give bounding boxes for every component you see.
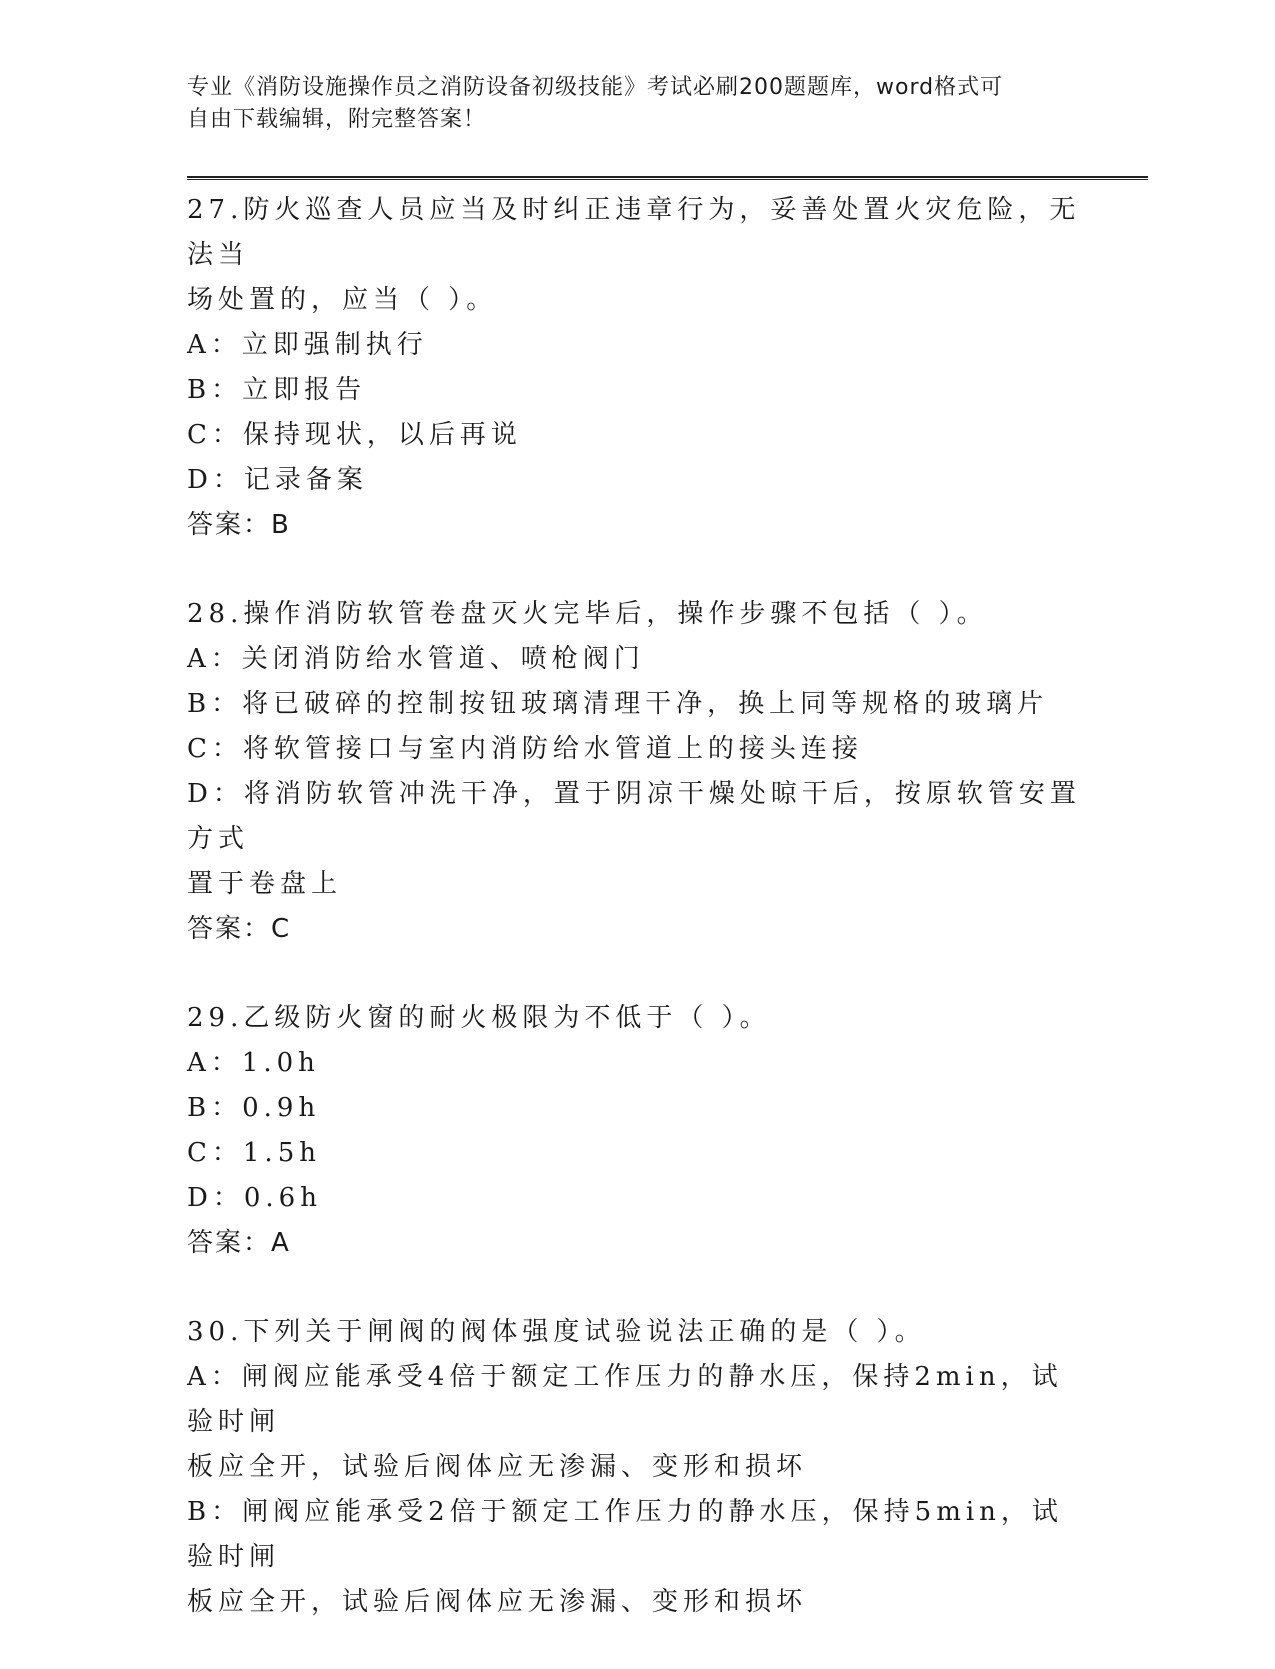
document-header (187, 72, 1087, 136)
question-stem: 场处置的，应当（ ）。 (187, 285, 498, 315)
answer-option: D：将消防软管冲洗干净，置于阴凉干燥处晾干后，按原软管安置方式 (187, 779, 1081, 854)
answer-option: 置于卷盘上 (187, 869, 343, 899)
answer-option: B：闸阀应能承受2倍于额定工作压力的静水压，保持5min，试验时闸 (187, 1497, 1063, 1572)
question-list (187, 188, 1087, 1669)
answer-option: C：保持现状，以后再说 (187, 420, 522, 450)
answer-option: A：关闭消防给水管道、喷枪阀门 (187, 644, 645, 674)
header-divider (187, 176, 1148, 180)
answer-key: 答案：B (187, 510, 291, 540)
question-stem: 29.乙级防火窗的耐火极限为不低于（ ）。 (187, 1003, 771, 1033)
answer-option: B：立即报告 (187, 375, 367, 405)
question-stem: 27.防火巡查人员应当及时纠正违章行为，妥善处置火灾危险，无法当 (187, 195, 1081, 270)
answer-option: D：记录备案 (187, 465, 368, 495)
answer-key: 答案：C (187, 914, 292, 944)
header-line-2: 自由下载编辑，附完整答案！ (187, 107, 487, 132)
answer-option: C：1.5h (187, 1138, 321, 1168)
question-stem: 28.操作消防软管卷盘灭火完毕后，操作步骤不包括（ ）。 (187, 599, 988, 629)
answer-option: D：0.6h (187, 1183, 322, 1213)
answer-option: A：闸阀应能承受4倍于额定工作压力的静水压，保持2min，试验时闸 (187, 1362, 1063, 1437)
answer-option: 板应全开，试验后阀体应无渗漏、变形和损坏 (187, 1452, 808, 1482)
question-block (187, 1310, 1087, 1625)
question-stem: 30.下列关于闸阀的阀体强度试验说法正确的是（ ）。 (187, 1317, 926, 1347)
question-block (187, 188, 1087, 548)
question-block (187, 592, 1087, 952)
header-line-1: 专业《消防设施操作员之消防设备初级技能》考试必刷200题题库，word格式可 (187, 75, 1004, 100)
answer-key: 答案：A (187, 1228, 291, 1258)
answer-option: C：将软管接口与室内消防给水管道上的接头连接 (187, 734, 863, 764)
answer-option: A：1.0h (187, 1048, 320, 1078)
answer-option: A：立即强制执行 (187, 330, 428, 360)
answer-option: B：将已破碎的控制按钮玻璃清理干净，换上同等规格的玻璃片 (187, 689, 1049, 719)
question-block (187, 996, 1087, 1266)
answer-option: 板应全开，试验后阀体应无渗漏、变形和损坏 (187, 1587, 808, 1617)
answer-option: B：0.9h (187, 1093, 321, 1123)
